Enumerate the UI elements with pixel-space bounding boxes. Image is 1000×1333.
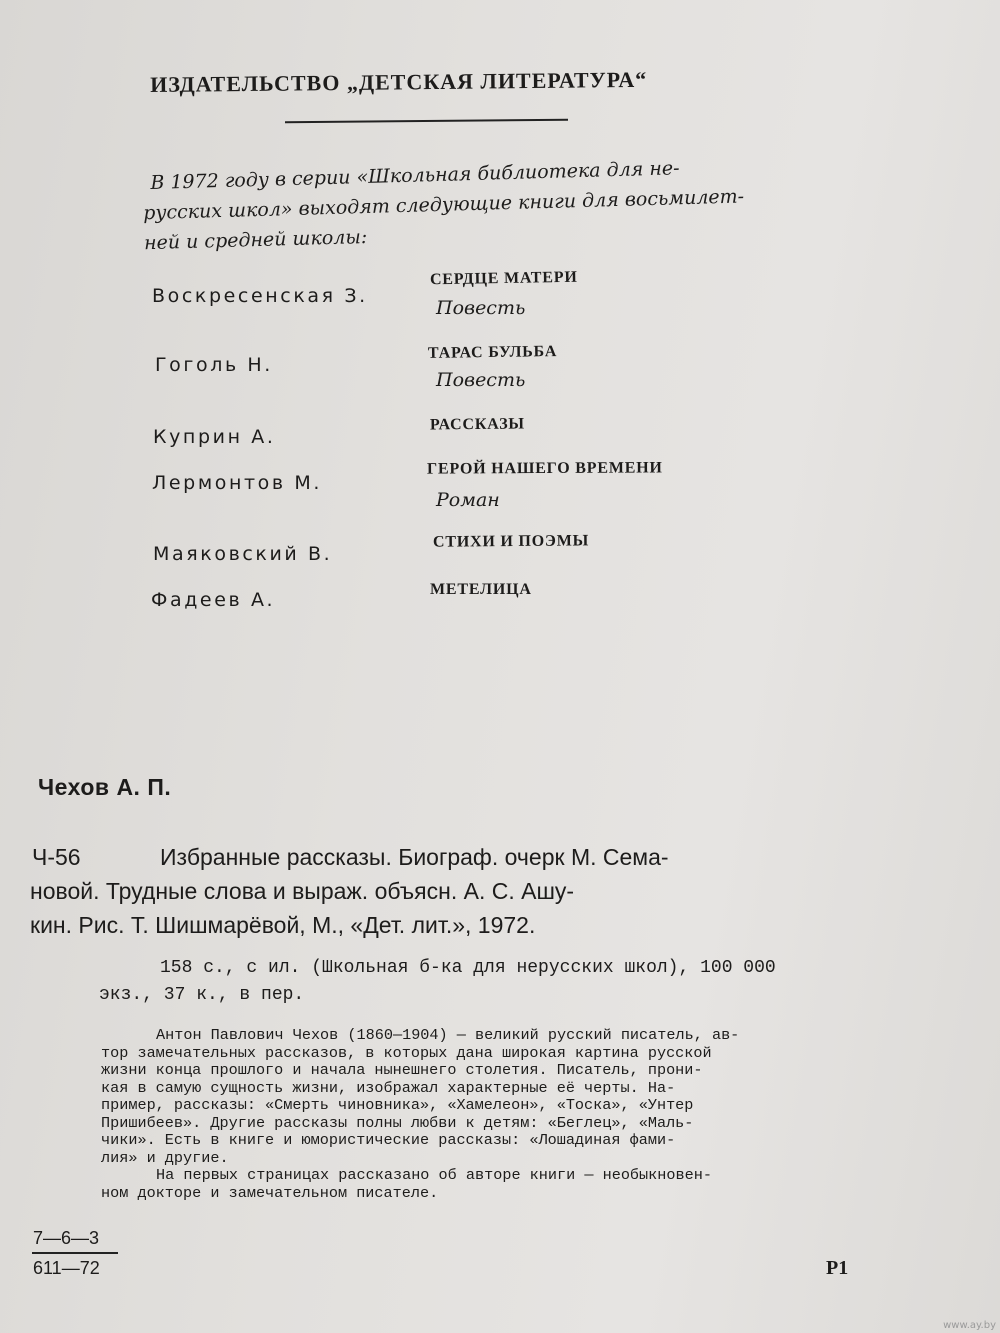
book-author: Воскресенская З. [152,285,368,307]
description-line: новой. Трудные слова и выраж. объясн. А. С. Ашу- [30,878,575,904]
publication-line: 158 с., с ил. (Школьная б-ка для нерусских школ), 100 000 [160,958,776,978]
index-denominator: 611—72 [33,1258,100,1278]
annotation-line: пример, рассказы: «Смерть чиновника», «Хамелеон», «Тоска», «Унтер [101,1096,694,1114]
book-genre: Роман [436,489,500,511]
watermark: www.ay.by [943,1320,996,1331]
annotation-line: На первых страницах рассказано об авторе книги — необыкновен- [156,1166,712,1184]
book-title: СТИХИ И ПОЭМЫ [432,532,590,551]
annotation-line: лия» и другие. [101,1148,229,1167]
r-code: Р1 [826,1257,849,1279]
annotation-line: ном докторе и замечательном писателе. [101,1183,439,1202]
book-author: Гоголь Н. [155,354,273,376]
book-title: ТАРАС БУЛЬБА [427,343,558,362]
book-author: Лермонтов М. [152,472,322,494]
description-line: Избранные рассказы. Биограф. очерк М. Сема- [160,844,669,870]
book-author: Маяковский В. [153,543,333,565]
index-fraction-rule [32,1252,118,1254]
book-list [0,0,1000,640]
book-title: ГЕРОЙ НАШЕГО ВРЕМЕНИ [426,459,663,478]
publisher-heading: ИЗДАТЕЛЬСТВО „ДЕТСКАЯ ЛИТЕРАТУРА“ [150,66,648,97]
classification-code: Ч-56 [32,844,81,870]
book-author: Куприн А. [153,426,276,448]
book-author: Фадеев А. [151,589,276,611]
annotation-line: тор замечательных рассказов, в которых дана широкая картина русской [101,1043,712,1062]
book-title: РАССКАЗЫ [429,415,526,434]
annotation-line: кая в самую сущность жизни, изображал характерные её черты. На- [101,1078,676,1097]
annotation-line: чики». Есть в книге и юмористические рассказы: «Лошадиная фами- [101,1131,676,1149]
annotation [101,1026,856,1202]
annotation-line: жизни конца прошлого и начала нынешнего столетия. Писатель, прони- [101,1061,703,1079]
intro-line: ней и средней школы: [143,225,368,255]
intro-line: В 1972 году в серии «Школьная библиотека для не- [150,157,680,194]
publication-line: экз., 37 к., в пер. [99,985,305,1005]
annotation-line: Антон Павлович Чехов (1860—1904) — великий русский писатель, ав- [156,1026,740,1044]
publication-details [99,955,776,1009]
card-author: Чехов А. П. [38,774,172,800]
book-genre: Повесть [436,297,526,319]
description-line: кин. Рис. Т. Шишмарёвой, М., «Дет. лит.», 1972. [30,912,536,938]
book-genre: Повесть [436,369,526,391]
book-title: СЕРДЦЕ МАТЕРИ [429,268,578,289]
intro-line: русских школ» выходят следующие книги для восьмилет- [142,185,745,225]
annotation-line: Пришибеев». Другие рассказы полны любви к детям: «Беглец», «Маль- [101,1113,694,1132]
index-numerator: 7—6—3 [33,1228,100,1248]
book-title: МЕТЕЛИЦА [430,581,532,598]
